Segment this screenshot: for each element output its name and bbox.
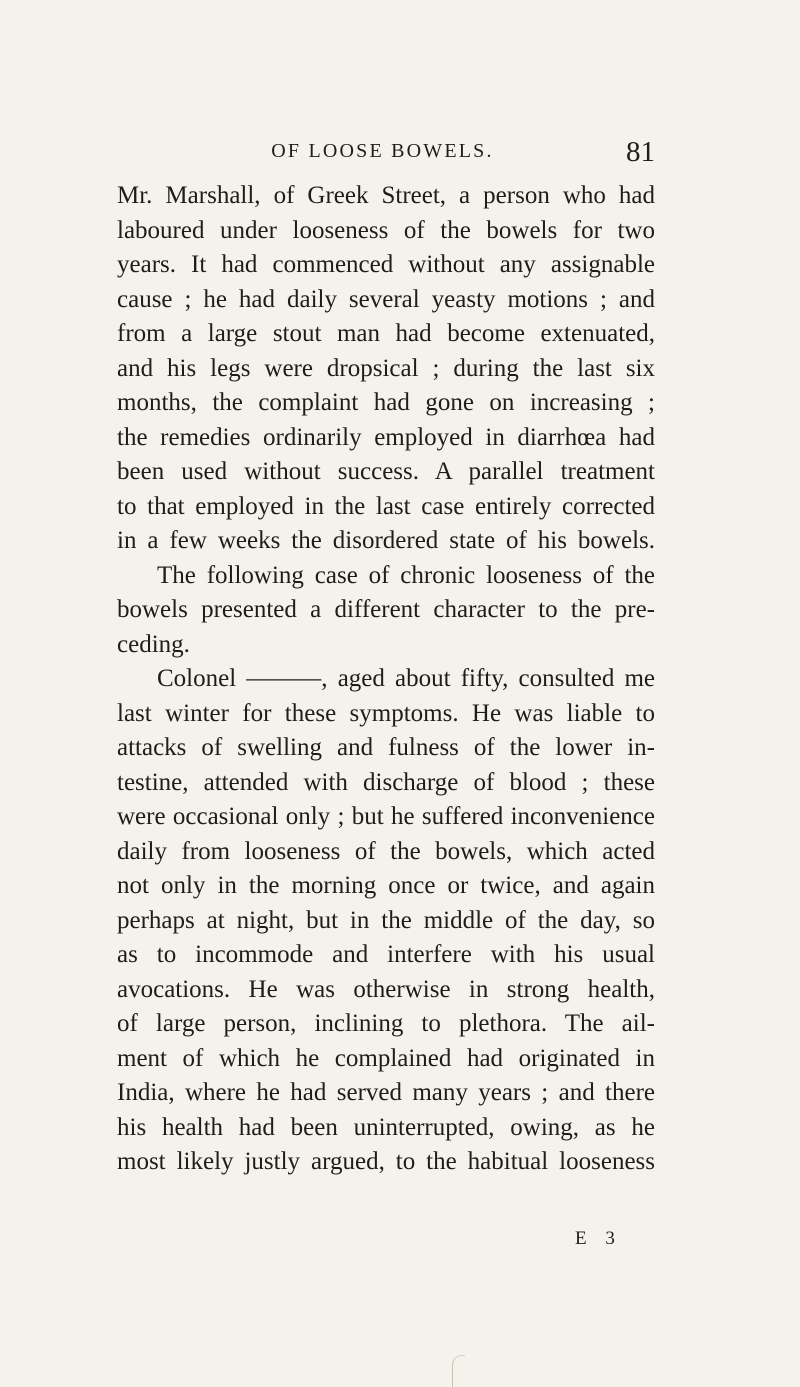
text-line: The following case of chronic looseness of the — [157, 561, 655, 589]
text-line: of large person, inclining to plethora. The ail- — [117, 1010, 655, 1037]
text-line: cause ; he had daily several yeasty motions ; and — [117, 285, 655, 313]
text-line: avocations. He was otherwise in strong health, — [117, 975, 655, 1003]
text-line: months, the complaint had gone on increasing ; — [117, 389, 655, 416]
text-line: attacks of swelling and fulness of the lower in- — [117, 734, 655, 761]
text-line: most likely justly argued, to the habitual looseness — [117, 1148, 655, 1175]
text-line: perhaps at night, but in the middle of the day, so — [117, 906, 655, 934]
text-line: from a large stout man had become extenuated, — [117, 320, 655, 347]
page-number: 81 — [626, 136, 655, 168]
text-line: India, where he had served many years ; and there — [117, 1079, 655, 1106]
text-line: in a few weeks the disordered state of his bowels. — [117, 527, 655, 554]
text-line: to that employed in the last case entirely corrected — [117, 492, 655, 520]
text-line: not only in the morning once or twice, and again — [117, 872, 655, 899]
text-line: ment of which he complained had originated in — [117, 1044, 655, 1072]
text-line: testine, attended with discharge of blood ; these — [117, 768, 655, 796]
running-head — [110, 136, 655, 180]
text-line: Mr. Marshall, of Greek Street, a person who had — [117, 182, 655, 209]
text-line: as to incommode and interfere with his usual — [117, 941, 655, 968]
text-line: last winter for these symptoms. He was liable to — [117, 699, 655, 727]
text-line: Colonel ———, aged about fifty, consulted me — [157, 665, 655, 692]
text-line: laboured under looseness of the bowels for two — [117, 216, 655, 244]
page-fold-mark — [452, 1355, 465, 1387]
text-line: the remedies ordinarily employed in diarrhœa had — [117, 423, 655, 451]
text-line: bowels presented a different character to the pre- — [117, 596, 655, 623]
text-line: years. It had commenced without any assignable — [117, 251, 655, 278]
text-line: and his legs were dropsical ; during the last six — [117, 354, 655, 382]
signature-mark: E 3 — [575, 1228, 622, 1249]
text-line: his health had been uninterrupted, owing, as he — [117, 1113, 655, 1141]
text-line: ceding. — [117, 630, 190, 658]
running-title: OF LOOSE BOWELS. — [271, 140, 494, 162]
text-line: were occasional only ; but he suffered inconvenience — [117, 803, 655, 830]
text-line: been used without success. A parallel treatment — [117, 458, 655, 485]
text-line: daily from looseness of the bowels, which acted — [117, 837, 655, 865]
body-text — [117, 179, 655, 1180]
